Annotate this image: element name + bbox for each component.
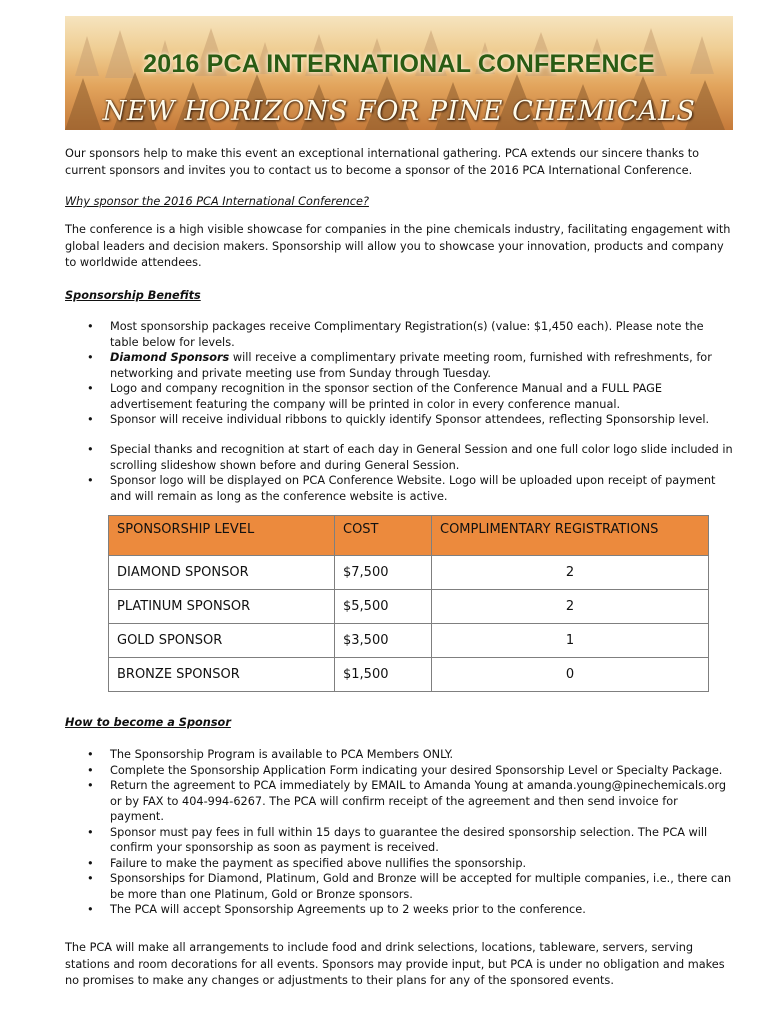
cost-cell: $1,500 [335, 658, 432, 692]
closing-paragraph: The PCA will make all arrangements to include food and drink selections, locations, tableware, servers, serving stations and room decorations for all events. Sponsors may provide input, but PCA is under no obligation and makes no promises to make any changes or adjustments to their plans for any of the sponsored events. [65, 941, 725, 987]
benefits-list-a [65, 319, 733, 428]
list-item: • Failure to make the payment as specified above nullifies the sponsorship. [65, 856, 733, 872]
sponsorship-table [108, 515, 709, 692]
banner-subtitle: NEW HORIZONS FOR PINE CHEMICALS [102, 96, 696, 127]
how-heading: How to become a Sponsor [65, 716, 231, 729]
registrations-cell: 0 [432, 658, 709, 692]
benefits-heading: Sponsorship Benefits [65, 289, 201, 302]
intro-paragraph: Our sponsors help to make this event an exceptional international gathering. PCA extends our sincere thanks to current sponsors and invites you to contact us to become a sponsor of the 2016 PCA International Conference. [65, 147, 700, 177]
cost-cell: $3,500 [335, 624, 432, 658]
table-row [109, 658, 709, 692]
list-item: • The PCA will accept Sponsorship Agreements up to 2 weeks prior to the conference. [65, 902, 733, 918]
benefits-list-b [65, 442, 733, 504]
column-header-level: SPONSORSHIP LEVEL [109, 516, 335, 556]
table-row [109, 624, 709, 658]
column-header-cost: COST [335, 516, 432, 556]
cost-cell: $5,500 [335, 590, 432, 624]
list-item: • Sponsor will receive individual ribbons to quickly identify Sponsor attendees, reflecting Sponsorship level. [65, 412, 733, 428]
list-item: • Sponsor must pay fees in full within 15 days to guarantee the desired sponsorship selection. The PCA will confirm your sponsorship as soon as payment is received. [65, 825, 733, 856]
table-row [109, 590, 709, 624]
why-paragraph: The conference is a high visible showcase for companies in the pine chemicals industry, facilitating engagement with global leaders and decision makers. Sponsorship will allow you to showcase your innovation, products and company to worldwide attendees. [65, 223, 731, 269]
table-header-row [109, 516, 709, 556]
list-item: • Most sponsorship packages receive Complimentary Registration(s) (value: $1,450 each). Please note the table below for levels. [65, 319, 733, 350]
list-item: • Return the agreement to PCA immediately by EMAIL to Amanda Young at amanda.young@pinechemicals.org or by FAX to 404-994-6267. The PCA will confirm receipt of the agreement and then send invoice for payment. [65, 778, 733, 825]
list-item: • Sponsor logo will be displayed on PCA Conference Website. Logo will be uploaded upon receipt of payment and will remain as long as the conference website is active. [65, 473, 733, 504]
how-list [65, 747, 733, 918]
list-item: • Complete the Sponsorship Application Form indicating your desired Sponsorship Level or Specialty Package. [65, 763, 733, 779]
table-row [109, 556, 709, 590]
column-header-registrations: COMPLIMENTARY REGISTRATIONS [432, 516, 709, 556]
list-item: • The Sponsorship Program is available to PCA Members ONLY. [65, 747, 733, 763]
level-cell: BRONZE SPONSOR [109, 658, 335, 692]
level-cell: GOLD SPONSOR [109, 624, 335, 658]
list-item: • Sponsorships for Diamond, Platinum, Gold and Bronze will be accepted for multiple companies, i.e., there can be more than one Platinum, Gold or Bronze sponsors. [65, 871, 733, 902]
level-cell: DIAMOND SPONSOR [109, 556, 335, 590]
registrations-cell: 1 [432, 624, 709, 658]
registrations-cell: 2 [432, 556, 709, 590]
list-item: • Special thanks and recognition at start of each day in General Session and one full color logo slide included in scrolling slideshow shown before and during General Session. [65, 442, 733, 473]
registrations-cell: 2 [432, 590, 709, 624]
list-item: • Logo and company recognition in the sponsor section of the Conference Manual and a FULL PAGE advertisement featuring the company will be printed in color in every conference manual. [65, 381, 733, 412]
banner-title: 2016 PCA INTERNATIONAL CONFERENCE [143, 50, 655, 78]
level-cell: PLATINUM SPONSOR [109, 590, 335, 624]
conference-banner [65, 16, 733, 130]
cost-cell: $7,500 [335, 556, 432, 590]
why-heading: Why sponsor the 2016 PCA International Conference? [65, 195, 369, 208]
list-item: • Diamond Sponsors will receive a complimentary private meeting room, furnished with refreshments, for networking and private meeting use from Sunday through Tuesday. [65, 350, 733, 381]
